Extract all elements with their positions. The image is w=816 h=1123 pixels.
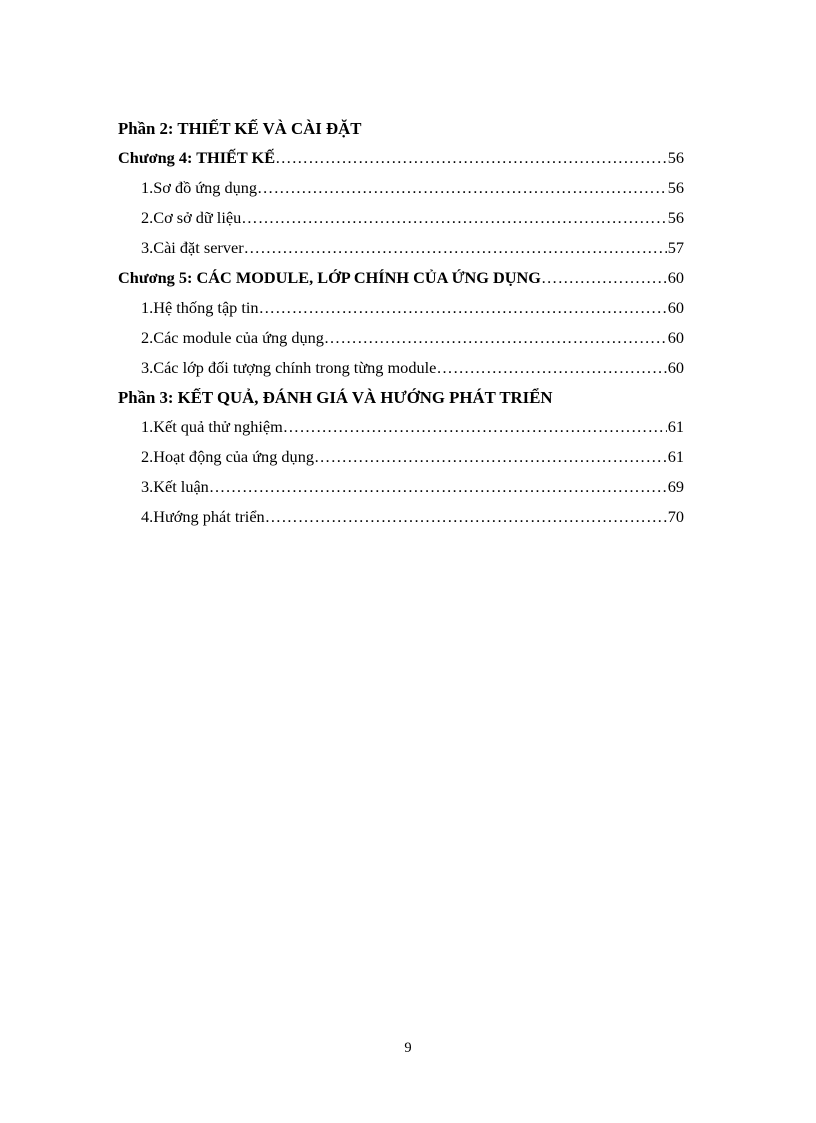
toc-item-number: 3. [141,358,154,377]
dot-leader [314,442,667,472]
toc-chapter-4-entry[interactable] [118,143,684,173]
toc-item-number: 3. [141,238,154,257]
toc-item-label: Cơ sở dữ liệu [153,208,242,227]
toc-chapter-4-title: Chương 4: THIẾT KẾ [118,148,276,167]
toc-item-p3-2[interactable] [118,442,684,472]
toc-item-page: 61 [667,447,684,466]
toc-item-page: 60 [667,328,684,347]
table-of-contents [118,114,684,532]
toc-chapter-5-page: 60 [667,268,684,287]
toc-item-p3-1[interactable] [118,412,684,442]
toc-item-label: Cài đặt server [153,238,244,257]
dot-leader [241,203,666,233]
toc-item-5-2[interactable] [118,323,684,353]
toc-item-label: Các module của ứng dụng [153,328,324,347]
toc-item-label: Sơ đồ ứng dụng [153,178,258,197]
toc-chapter-5-entry[interactable] [118,263,684,293]
toc-item-page: 57 [667,238,684,257]
toc-item-number: 1. [141,178,154,197]
toc-item-label: Hệ thống tập tin [153,298,259,317]
dot-leader [541,263,667,293]
toc-item-page: 60 [667,358,684,377]
toc-item-number: 4. [141,507,154,526]
toc-item-p3-4[interactable] [118,502,684,532]
toc-item-label: Hoạt động của ứng dụng [153,447,314,466]
toc-item-label: Hướng phát triển [153,507,265,526]
toc-item-label: Các lớp đối tượng chính trong từng module [153,358,437,377]
toc-item-label: Kết luận [153,477,209,496]
toc-item-number: 3. [141,477,154,496]
toc-item-page: 56 [667,208,684,227]
toc-item-page: 61 [667,417,684,436]
toc-item-page: 60 [667,298,684,317]
dot-leader [436,353,666,383]
toc-item-page: 69 [667,477,684,496]
dot-leader [283,412,667,442]
dot-leader [265,502,667,532]
toc-item-page: 56 [667,178,684,197]
toc-item-label: Kết quả thử nghiệm [153,417,283,436]
dot-leader [209,472,667,502]
toc-item-4-3[interactable] [118,233,684,263]
toc-part-2-heading[interactable] [118,114,684,143]
dot-leader [324,323,667,353]
page-number: 9 [404,1040,412,1056]
toc-item-number: 2. [141,447,154,466]
toc-item-page: 70 [667,507,684,526]
toc-item-5-1[interactable] [118,293,684,323]
toc-item-5-3[interactable] [118,353,684,383]
toc-item-number: 2. [141,328,154,347]
dot-leader [275,143,667,173]
dot-leader [257,173,667,203]
toc-part-3-heading[interactable] [118,383,684,412]
dot-leader [244,233,667,263]
toc-item-number: 2. [141,208,154,227]
toc-chapter-5-title: Chương 5: CÁC MODULE, LỚP CHÍNH CỦA ỨNG DỤNG [118,268,541,287]
toc-part-3-title: Phần 3: KẾT QUẢ, ĐÁNH GIÁ VÀ HƯỚNG PHÁT TRIỂN [118,388,553,407]
toc-chapter-4-page: 56 [667,148,684,167]
dot-leader [259,293,667,323]
toc-item-number: 1. [141,417,154,436]
toc-item-4-2[interactable] [118,203,684,233]
toc-item-4-1[interactable] [118,173,684,203]
toc-item-number: 1. [141,298,154,317]
toc-item-p3-3[interactable] [118,472,684,502]
toc-part-2-title: Phần 2: THIẾT KẾ VÀ CÀI ĐẶT [118,119,362,138]
